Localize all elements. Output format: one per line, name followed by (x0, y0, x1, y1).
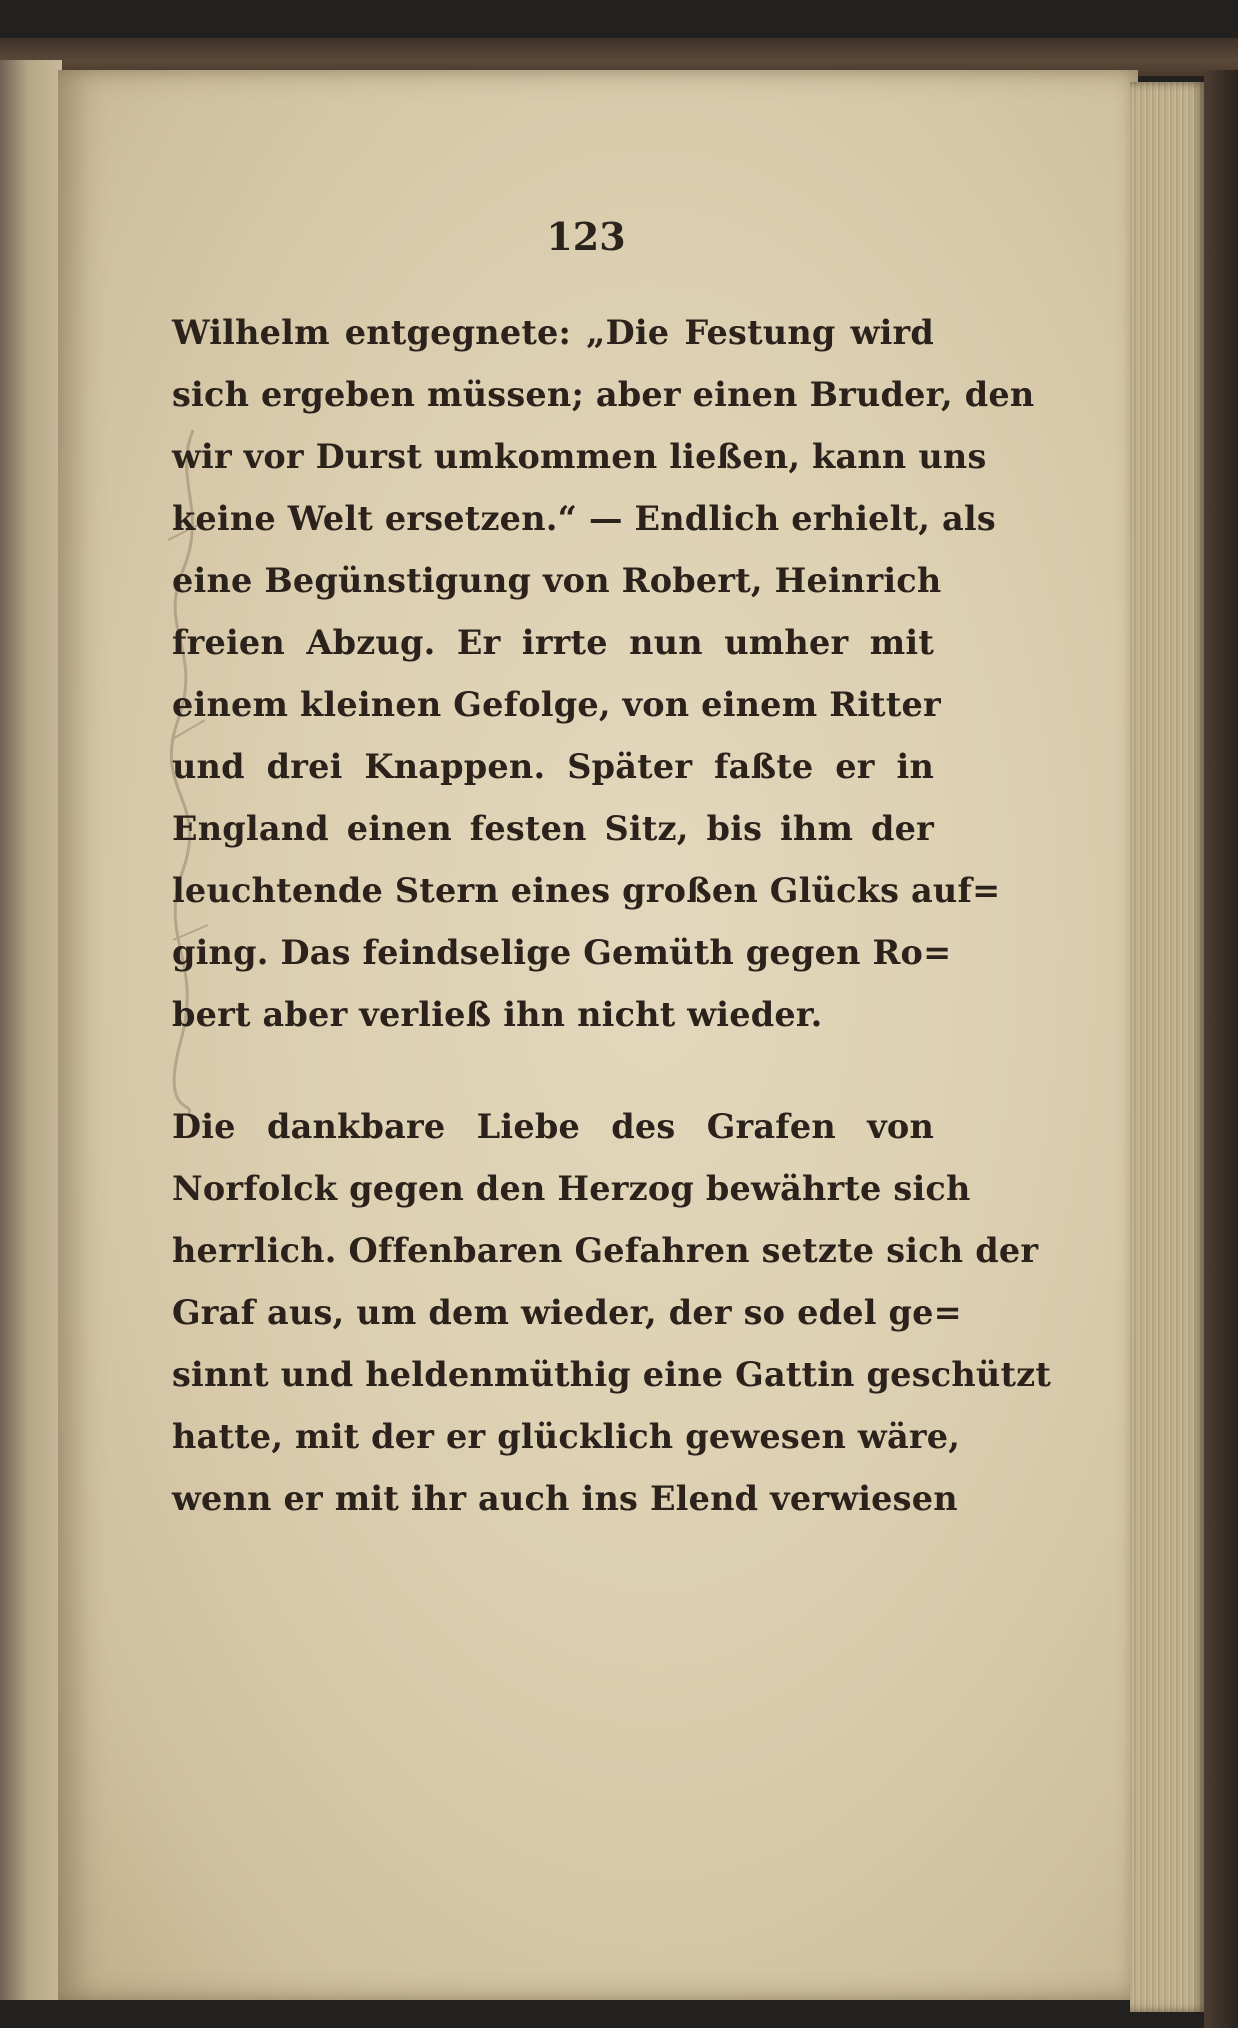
text-line: einem kleinen Gefolge, von einem Ritter (172, 685, 941, 724)
text-line: Wilhelm entgegnete: „Die Festung wird (172, 313, 934, 352)
facing-page-edge (0, 60, 62, 2000)
page-edges (1130, 82, 1206, 2012)
text-line: wir vor Durst umkommen ließen, kann uns (172, 437, 987, 476)
text-line: herrlich. Offenbaren Gefahren setzte sich der (172, 1231, 1039, 1270)
text-line: bert aber verließ ihn nicht wieder. (172, 995, 823, 1034)
page-number: 123 (546, 214, 626, 259)
text-line: sinnt und heldenmüthig eine Gattin geschützt (172, 1355, 1052, 1394)
book-cover-right (1204, 70, 1238, 2028)
text-line: eine Begünstigung von Robert, Heinrich (172, 561, 942, 600)
text-line: leuchtende Stern eines großen Glücks auf= (172, 871, 1001, 910)
text-line: freien Abzug. Er irrte nun umher mit (172, 623, 934, 662)
text-line: wenn er mit ihr auch ins Elend verwiesen (172, 1479, 958, 1518)
text-line: keine Welt ersetzen.“ — Endlich erhielt, als (172, 499, 996, 538)
paragraph-2 (172, 1096, 1052, 1530)
text-line: und drei Knappen. Später faßte er in (172, 747, 934, 786)
text-line: hatte, mit der er glücklich gewesen wäre, (172, 1417, 961, 1456)
text-line: sich ergeben müssen; aber einen Bruder, den (172, 375, 1035, 414)
text-line: ging. Das feindselige Gemüth gegen Ro= (172, 933, 952, 972)
text-line: Norfolck gegen den Herzog bewährte sich (172, 1169, 971, 1208)
text-line: Die dankbare Liebe des Grafen von (172, 1107, 934, 1146)
paragraph-1 (172, 302, 1035, 1046)
text-line: Graf aus, um dem wieder, der so edel ge= (172, 1293, 962, 1332)
text-line: England einen festen Sitz, bis ihm der (172, 809, 934, 848)
